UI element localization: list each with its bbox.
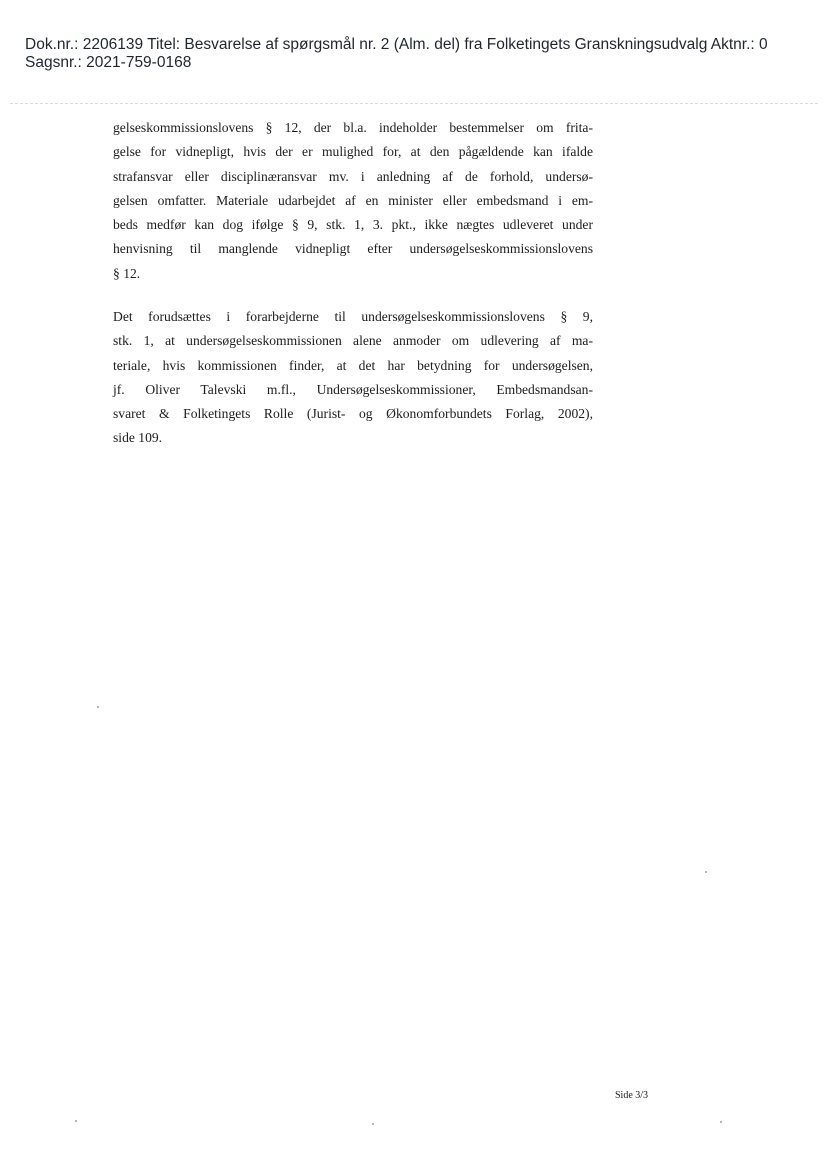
paragraph-2-line-2: stk. 1, at undersøgelseskommissionen alene anmoder om udlevering af ma- (113, 333, 593, 349)
document-stamp-header (25, 36, 768, 72)
scan-speck (372, 1123, 374, 1125)
paragraph-1-line-5: beds medfør kan dog ifølge § 9, stk. 1, 3. pkt., ikke nægtes udleveret under (113, 217, 593, 233)
scan-speck (75, 1120, 77, 1122)
paragraph-2-line-4: jf. Oliver Talevski m.fl., Undersøgelseskommissioner, Embedsmandsan- (113, 381, 593, 397)
stamp-line-document-title: Dok.nr.: 2206139 Titel: Besvarelse af spørgsmål nr. 2 (Alm. del) fra Folketingets Granskningsudvalg Aktnr.: 0 (25, 36, 768, 53)
paragraph-1-line-4: gelsen omfatter. Materiale udarbejdet af en minister eller embedsmand i em- (113, 192, 593, 208)
scan-speck (97, 706, 99, 708)
paragraph-2-line-3: teriale, hvis kommissionen finder, at det har betydning for undersøgelsen, (113, 357, 593, 373)
paragraph-1-line-2: gelse for vidnepligt, hvis der er mulighed for, at den pågældende kan ifalde (113, 144, 593, 160)
paragraph-1 (113, 116, 593, 286)
paragraph-2-line-1: Det forudsættes i forarbejderne til undersøgelseskommissionslovens § 9, (113, 309, 593, 324)
paragraph-2-line-5: svaret & Folketingets Rolle (Jurist- og Økonomforbundets Forlag, 2002), (113, 406, 593, 422)
scan-speck (720, 1121, 722, 1123)
page-number: Side 3/3 (615, 1090, 649, 1101)
stamp-line-case-number: Sagsnr.: 2021-759-0168 (25, 54, 192, 71)
scan-speck (705, 871, 707, 873)
paragraph-1-line-1: gelseskommissionslovens § 12, der bl.a. indeholder bestemmelser om frita- (113, 120, 593, 135)
scan-divider-line (10, 103, 818, 104)
paragraph-2 (113, 305, 593, 451)
paragraph-1-line-7: § 12. (113, 265, 141, 281)
paragraph-2-line-6: side 109. (113, 430, 163, 446)
paragraph-1-line-3: strafansvar eller disciplinæransvar mv. i anledning af de forhold, undersø- (113, 168, 593, 184)
paragraph-1-line-6: henvisning til manglende vidnepligt efter undersøgelseskommissionslovens (113, 241, 593, 257)
